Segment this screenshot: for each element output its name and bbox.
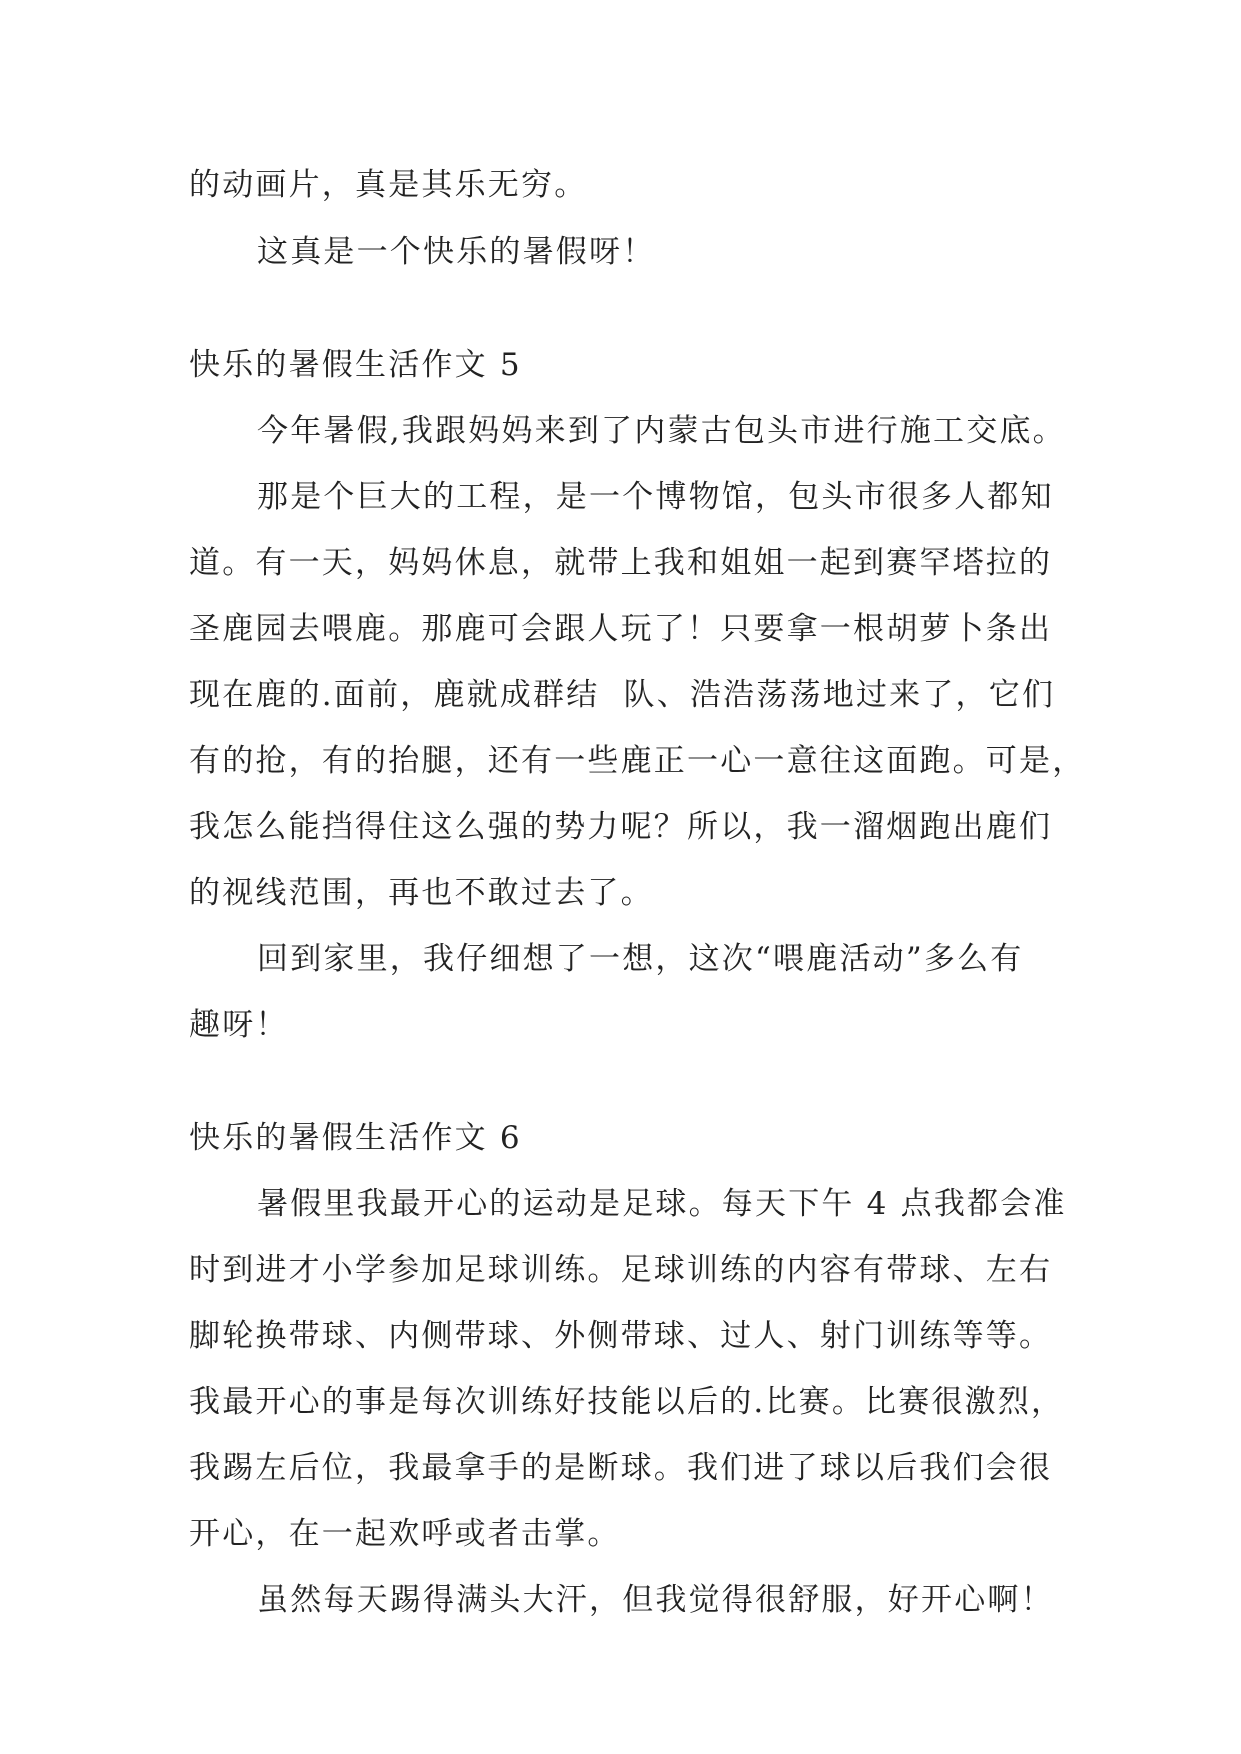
essay-5-paragraph-line: 圣鹿园去喂鹿。那鹿可会跟人玩了！只要拿一根胡萝卜条出 (189, 611, 1053, 647)
essay-5-paragraph-line: 今年暑假,我跟妈妈来到了内蒙古包头市进行施工交底。 (257, 413, 1066, 449)
essay-5-paragraph-line: 现在鹿的.面前，鹿就成群结 队、浩浩荡荡地过来了，它们 (189, 677, 1056, 713)
continuation-line-2: 这真是一个快乐的暑假呀！ (257, 234, 656, 270)
essay-5-paragraph-line: 趣呀！ (189, 1007, 289, 1043)
essay-5-paragraph-line: 有的抢，有的抬腿，还有一些鹿正一心一意往这面跑。可是， (189, 743, 1086, 779)
essay-6-paragraph-line: 时到进才小学参加足球训练。足球训练的内容有带球、左右 (189, 1252, 1053, 1288)
essay-6-paragraph-line: 开心，在一起欢呼或者击掌。 (189, 1516, 621, 1552)
essay-6-paragraph-line: 脚轮换带球、内侧带球、外侧带球、过人、射门训练等等。 (189, 1318, 1053, 1354)
continuation-line-1: 的动画片，真是其乐无穷。 (189, 167, 588, 203)
essay-6-title: 快乐的暑假生活作文 6 (189, 1120, 522, 1156)
essay-5-title: 快乐的暑假生活作文 5 (189, 347, 522, 383)
essay-5-paragraph-line: 那是个巨大的工程，是一个博物馆，包头市很多人都知 (257, 479, 1054, 515)
essay-5-paragraph-line: 道。有一天，妈妈休息，就带上我和姐姐一起到赛罕塔拉的 (189, 545, 1053, 581)
essay-5-paragraph-line: 我怎么能挡得住这么强的势力呢？所以，我一溜烟跑出鹿们 (189, 809, 1053, 845)
essay-6-paragraph-line: 我最开心的事是每次训练好技能以后的.比赛。比赛很激烈， (189, 1384, 1065, 1420)
essay-6-paragraph-line: 我踢左后位，我最拿手的是断球。我们进了球以后我们会很 (189, 1450, 1053, 1486)
essay-6-paragraph-line: 虽然每天踢得满头大汗，但我觉得很舒服，好开心啊！ (257, 1582, 1054, 1618)
essay-5-paragraph-line: 回到家里，我仔细想了一想，这次“喂鹿活动”多么有 (257, 941, 1024, 977)
essay-6-paragraph-line: 暑假里我最开心的运动是足球。每天下午 4 点我都会准 (257, 1186, 1067, 1222)
essay-5-paragraph-line: 的视线范围，再也不敢过去了。 (189, 875, 654, 911)
